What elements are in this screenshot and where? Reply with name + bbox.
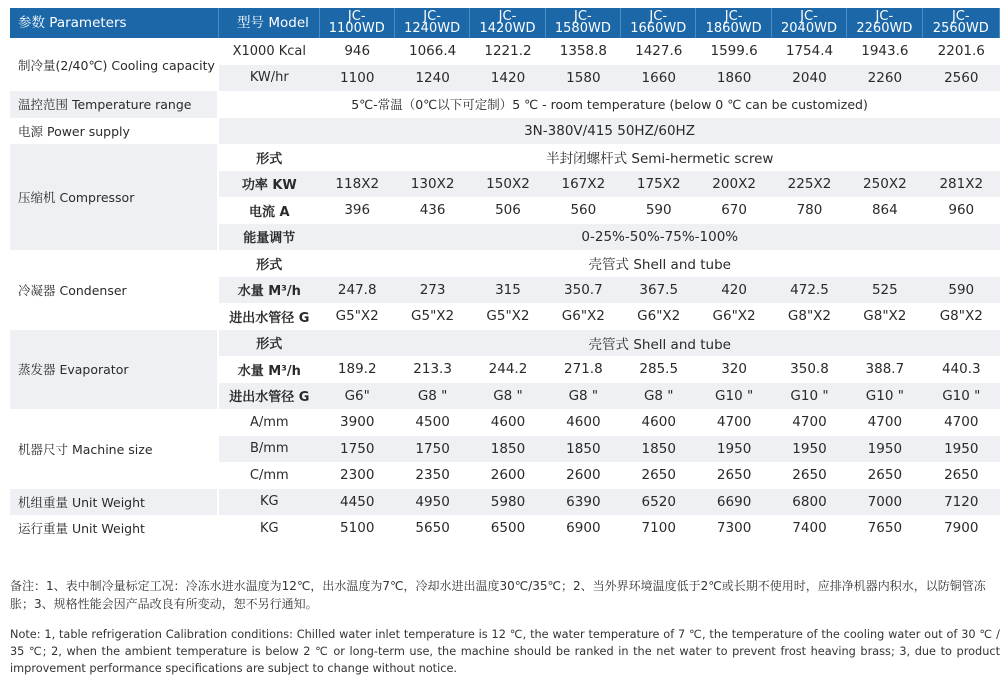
cooling-value: 1221.2 [470,38,545,65]
condenser-value: 315 [470,277,545,304]
model-code: 1420WD [479,21,536,36]
compressor-value: 506 [470,197,545,224]
condenser-value: 420 [696,277,771,304]
size-row-1 [10,409,1000,436]
model-prefix: JC- [574,9,592,24]
size-value: 2650 [696,462,771,489]
cooling-value: 946 [320,38,395,65]
size-value: 1850 [470,436,545,463]
model-code: 1860WD [705,21,762,36]
notes-section [10,577,1000,675]
cooling-unit-2: KW/hr [219,65,320,92]
size-value: 4700 [696,409,771,436]
size-value: 3900 [320,409,395,436]
compressor-value: 590 [621,197,696,224]
size-value: 4600 [470,409,545,436]
condenser-value: G5"X2 [395,303,470,330]
size-value: 1950 [847,436,922,463]
compressor-value: 560 [546,197,621,224]
size-value: 1950 [923,436,1000,463]
unit-weight-value: 6520 [621,489,696,516]
evaporator-value: G10 " [923,383,1000,410]
size-value: 1750 [320,436,395,463]
unit-weight-value: 7120 [923,489,1000,516]
power-value: 3N-380V/415 50HZ/60HZ [219,118,1000,145]
power-row [10,118,1000,145]
evaporator-value: 271.8 [546,356,621,383]
evaporator-value: 189.2 [320,356,395,383]
cooling-value: 1580 [546,65,621,92]
model-code: 1100WD [328,21,385,36]
run-weight-value: 7100 [621,515,696,542]
condenser-value: G5"X2 [470,303,545,330]
size-value: 2650 [847,462,922,489]
size-value: 2300 [320,462,395,489]
cooling-value: 1754.4 [772,38,847,65]
condenser-value: 273 [395,277,470,304]
evaporator-unit-3: 进出水管径 G [219,383,320,410]
note-english: Note: 1, table refrigeration Calibration conditions: Chilled water inlet temperature is 12 ℃, the water temperature of 7 ℃, the temperature of the cooling water out of 30 ℃ / 35 ℃; 2, when the ambient temperature is below 2 ℃ or long-term use, the machine should be ranked in the net water to prevent frost heaving brass; 3, due to product improvement performance specifications are subject to change without notice. [10,628,1000,675]
compressor-value: 175X2 [621,171,696,198]
temperature-value: 5℃-常温（0℃以下可定制）5 ℃ - room temperature (below 0 ℃ can be customized) [219,91,1000,118]
condenser-unit-3: 进出水管径 G [219,303,320,330]
run-weight-value: 5650 [395,515,470,542]
compressor-value: 960 [923,197,1000,224]
run-weight-value: 7900 [923,515,1000,542]
evaporator-value: G8 " [395,383,470,410]
compressor-unit-2: 功率 KW [219,171,320,198]
compressor-value: 281X2 [923,171,1000,198]
size-value: 4700 [772,409,847,436]
unit-weight-value: 5980 [470,489,545,516]
model-prefix: JC- [800,9,818,24]
condenser-value: G6"X2 [696,303,771,330]
run-weight-value: 7300 [696,515,771,542]
cooling-row-1 [10,38,1000,65]
evaporator-value: G10 " [772,383,847,410]
model-code: 2040WD [781,21,837,36]
evaporator-unit-1: 形式 [219,330,320,357]
evaporator-span-value: 壳管式 Shell and tube [320,330,1000,357]
model-cell-2 [395,8,470,38]
run-weight-value: 7400 [772,515,847,542]
cooling-value: 2260 [847,65,922,92]
run-weight-value: 6900 [546,515,621,542]
size-unit-1: A/mm [219,409,320,436]
model-cell-7 [772,8,847,38]
cooling-value: 1420 [470,65,545,92]
compressor-span-value: 0-25%-50%-75%-100% [320,224,1000,251]
size-value: 2650 [923,462,1000,489]
condenser-unit-1: 形式 [219,250,320,277]
evaporator-value: G6" [320,383,395,410]
evaporator-value: 285.5 [621,356,696,383]
compressor-unit-4: 能量调节 [219,224,320,251]
compressor-value: 130X2 [395,171,470,198]
compressor-unit-1: 形式 [219,144,320,171]
spec-table [10,8,1000,542]
cooling-label: 制冷量(2/40℃) Cooling capacity [10,38,219,91]
condenser-label: 冷凝器 Condenser [10,250,219,330]
evaporator-value: G8 " [546,383,621,410]
model-cell-3 [470,8,545,38]
model-header: 型号 Model [219,8,320,38]
evaporator-label: 蒸发器 Evaporator [10,330,219,410]
evaporator-value: 350.8 [772,356,847,383]
model-code: 1580WD [554,21,611,36]
size-value: 1750 [395,436,470,463]
model-cell-6 [696,8,771,38]
evaporator-value: 213.3 [395,356,470,383]
size-value: 2600 [546,462,621,489]
condenser-value: 472.5 [772,277,847,304]
condenser-unit-2: 水量 M³/h [219,277,320,304]
condenser-value: G8"X2 [923,303,1000,330]
compressor-label: 压缩机 Compressor [10,144,219,250]
evaporator-unit-2: 水量 M³/h [219,356,320,383]
condenser-span-value: 壳管式 Shell and tube [320,250,1000,277]
evaporator-value: G10 " [696,383,771,410]
size-value: 2650 [621,462,696,489]
compressor-value: 225X2 [772,171,847,198]
run-weight-value: 7650 [847,515,922,542]
spec-table-container [10,8,1000,542]
cooling-value: 1240 [395,65,470,92]
run-weight-unit-1: KG [219,515,320,542]
condenser-value: G6"X2 [621,303,696,330]
model-prefix: JC- [875,9,894,24]
size-value: 4700 [847,409,922,436]
run-weight-label: 运行重量 Unit Weight [10,515,219,542]
compressor-value: 670 [696,197,771,224]
cooling-value: 1943.6 [847,38,922,65]
size-value: 4600 [546,409,621,436]
size-value: 2600 [470,462,545,489]
compressor-value: 200X2 [696,171,771,198]
size-value: 1850 [621,436,696,463]
cooling-unit-1: X1000 Kcal [219,38,320,65]
compressor-value: 167X2 [546,171,621,198]
compressor-row-1 [10,144,1000,171]
cooling-value: 1660 [621,65,696,92]
evaporator-value: G8 " [470,383,545,410]
cooling-value: 1100 [320,65,395,92]
condenser-value: 367.5 [621,277,696,304]
table-header-row [10,8,1000,38]
cooling-value: 1427.6 [621,38,696,65]
compressor-value: 396 [320,197,395,224]
cooling-value: 2201.6 [923,38,1000,65]
compressor-span-value: 半封闭螺杆式 Semi-hermetic screw [320,144,1000,171]
unit-weight-row-1 [10,489,1000,516]
size-value: 1950 [772,436,847,463]
run-weight-value: 5100 [320,515,395,542]
compressor-value: 436 [395,197,470,224]
temperature-label: 温控范围 Temperature range [10,91,219,118]
unit-weight-value: 6690 [696,489,771,516]
unit-weight-value: 4450 [320,489,395,516]
condenser-row-1 [10,250,1000,277]
evaporator-row-1 [10,330,1000,357]
size-value: 1850 [546,436,621,463]
evaporator-value: G8 " [621,383,696,410]
size-value: 4600 [621,409,696,436]
unit-weight-value: 4950 [395,489,470,516]
run-weight-row-1 [10,515,1000,542]
param-header: 参数 Parameters [10,8,219,38]
model-cell-5 [621,8,696,38]
model-cell-1 [320,8,395,38]
evaporator-value: 244.2 [470,356,545,383]
size-value: 4500 [395,409,470,436]
condenser-value: 590 [923,277,1000,304]
compressor-value: 150X2 [470,171,545,198]
unit-weight-unit-1: KG [219,489,320,516]
model-prefix: JC- [951,9,970,24]
size-value: 2650 [772,462,847,489]
cooling-value: 1860 [696,65,771,92]
model-prefix: JC- [423,9,441,24]
compressor-value: 864 [847,197,922,224]
condenser-value: 350.7 [546,277,621,304]
run-weight-value: 6500 [470,515,545,542]
model-code: 2560WD [932,21,989,36]
condenser-value: G8"X2 [847,303,922,330]
power-label: 电源 Power supply [10,118,219,145]
condenser-value: G6"X2 [546,303,621,330]
size-value: 4700 [923,409,1000,436]
compressor-unit-3: 电流 A [219,197,320,224]
evaporator-value: 440.3 [923,356,1000,383]
model-code: 1660WD [630,21,687,36]
unit-weight-value: 6390 [546,489,621,516]
condenser-value: 525 [847,277,922,304]
model-code: 2260WD [856,21,913,36]
model-cell-4 [546,8,621,38]
condenser-value: G8"X2 [772,303,847,330]
model-prefix: JC- [649,9,668,24]
model-prefix: JC- [724,9,743,24]
size-value: 2350 [395,462,470,489]
model-prefix: JC- [347,9,366,24]
model-cell-9 [923,8,1000,38]
compressor-value: 118X2 [320,171,395,198]
cooling-value: 1358.8 [546,38,621,65]
evaporator-value: 320 [696,356,771,383]
cooling-value: 1599.6 [696,38,771,65]
unit-weight-value: 7000 [847,489,922,516]
note-chinese: 备注：1、表中制冷量标定工况：冷冻水进水温度为12℃，出水温度为7℃，冷却水进出温度30℃/35℃；2、当外界环境温度低于2℃或长期不使用时，应排净机器内积水，以防铜管冻胀；3、规格性能会因产品改良有所变动，恕不另行通知。 [10,579,986,611]
unit-weight-value: 6800 [772,489,847,516]
size-unit-2: B/mm [219,436,320,463]
cooling-value: 2560 [923,65,1000,92]
model-code: 1240WD [404,21,461,36]
model-prefix: JC- [498,9,517,24]
size-value: 1950 [696,436,771,463]
unit-weight-label: 机组重量 Unit Weight [10,489,219,516]
size-unit-3: C/mm [219,462,320,489]
cooling-value: 1066.4 [395,38,470,65]
evaporator-value: G10 " [847,383,922,410]
compressor-value: 250X2 [847,171,922,198]
model-cell-8 [847,8,922,38]
temperature-row [10,91,1000,118]
evaporator-value: 388.7 [847,356,922,383]
cooling-value: 2040 [772,65,847,92]
condenser-value: G5"X2 [320,303,395,330]
size-label: 机器尺寸 Machine size [10,409,219,489]
condenser-value: 247.8 [320,277,395,304]
compressor-value: 780 [772,197,847,224]
